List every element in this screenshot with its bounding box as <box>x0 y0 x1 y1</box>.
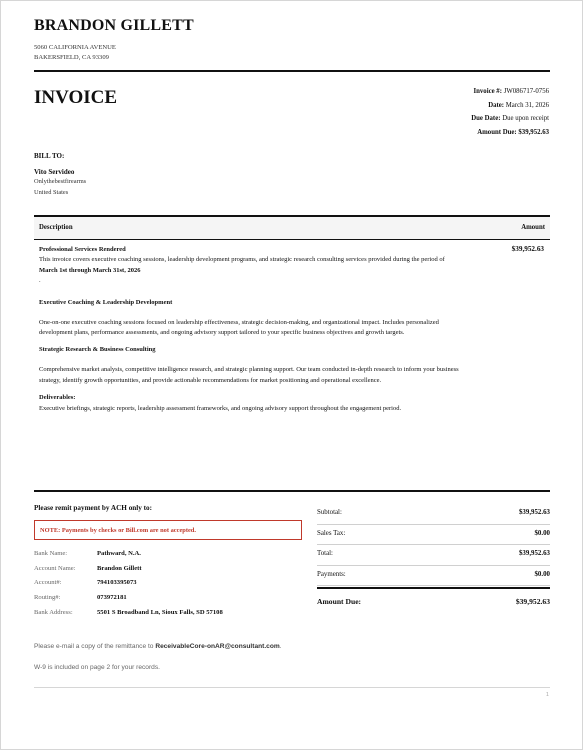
section-deliverables-text: Executive briefings, strategic reports, leadership assessment frameworks, and ongoing advisory support throughout the engagement period. <box>39 405 402 413</box>
section-deliverables-title: Deliverables: <box>39 394 76 402</box>
payments-value: $0.00 <box>534 570 550 578</box>
remittance-email-suffix: . <box>279 643 282 650</box>
amount-due-label: Amount Due: <box>477 128 517 136</box>
bank-name-label: Bank Name: <box>34 550 68 557</box>
invoice-meta <box>471 85 549 139</box>
invoice-number-label: Invoice #: <box>473 88 502 95</box>
bank-name-row <box>34 550 223 565</box>
account-number-label: Account#: <box>34 579 62 587</box>
section-research-text: Comprehensive market analysis, competitive intelligence research, and strategic planning support. Our team conducted in-depth research to inform your business strategy, identify growth opportunities, and provide actionable recommendations for market positioning and operational excellence. <box>39 366 459 384</box>
bank-address-row <box>34 609 223 624</box>
total-row <box>317 545 550 566</box>
line-item-amount: $39,952.63 <box>511 245 544 253</box>
remittance-email-address[interactable]: ReceivableCore-onAR@consultant.com <box>155 643 280 650</box>
w9-note: W-9 is included on page 2 for your records. <box>34 664 160 671</box>
invoice-date-value: March 31, 2026 <box>505 101 549 109</box>
due-date-label: Due Date: <box>471 115 501 123</box>
sales-tax-value: $0.00 <box>534 529 550 537</box>
amount-due-total-label: Amount Due: <box>317 597 362 606</box>
bill-to-block <box>34 151 86 198</box>
line-item-period: March 1st through March 31st, 2026 <box>39 266 141 274</box>
section-coaching-text: One-on-one executive coaching sessions focused on leadership effectiveness, strategic decision-making, and organizational impact. Includes personalized development plans, performance assessments, and ongoing advisory support tailored to your specific business objectives and growth targets. <box>39 319 439 337</box>
subtotal-row <box>317 504 550 525</box>
page-number: 1 <box>545 692 549 698</box>
table-header <box>34 215 550 240</box>
bank-address-value: 5501 S Broadband Ln, Sioux Falls, SD 57108 <box>97 608 223 616</box>
bank-details <box>34 550 223 623</box>
footer-divider <box>34 687 550 688</box>
sales-tax-label: Sales Tax: <box>317 529 346 537</box>
bank-address-label: Bank Address: <box>34 608 73 616</box>
amount-due-total-row <box>317 587 550 613</box>
section-coaching-title: Executive Coaching & Leadership Development <box>39 298 173 306</box>
amount-due-total-value: $39,952.63 <box>515 597 550 606</box>
total-label: Total: <box>317 550 333 557</box>
line-item-title: Professional Services Rendered <box>39 246 126 253</box>
routing-number-value: 073972181 <box>97 594 127 602</box>
account-name-value: Brandon Gillett <box>97 564 142 572</box>
bank-name-value: Pathward, N.A. <box>97 550 141 557</box>
line-item-description <box>39 245 471 415</box>
payments-row <box>317 566 550 587</box>
account-number-value: 794103395073 <box>97 579 137 587</box>
invoice-number-row <box>471 85 549 99</box>
subtotal-value: $39,952.63 <box>518 509 550 516</box>
section-research-title: Strategic Research & Business Consulting <box>39 345 156 353</box>
account-name-label: Account Name: <box>34 564 76 572</box>
subtotal-label: Subtotal: <box>317 509 342 516</box>
due-date-value: Due upon receipt <box>502 115 549 123</box>
company-name: BRANDON GILLETT <box>34 17 194 34</box>
due-date-row <box>471 112 549 126</box>
header-divider <box>34 70 550 72</box>
sales-tax-row <box>317 525 550 546</box>
bill-to-label: BILL TO: <box>34 152 65 160</box>
bill-to-name: Vito Servideo <box>34 167 75 176</box>
invoice-date-label: Date: <box>488 101 505 109</box>
company-address-line2: BAKERSFIELD, CA 93309 <box>34 53 109 61</box>
account-number-row <box>34 579 223 594</box>
invoice-date-row <box>471 99 549 113</box>
payment-note: NOTE: Payments by checks or Bill.com are not accepted. <box>34 520 302 540</box>
total-value: $39,952.63 <box>518 550 550 557</box>
remit-heading: Please remit payment by ACH only to: <box>34 504 153 512</box>
amount-due-row <box>471 126 549 140</box>
bill-to-country: United States <box>34 188 69 196</box>
amount-due-value: $39,952.63 <box>518 128 549 136</box>
remittance-email-note <box>34 643 282 650</box>
routing-number-label: Routing#: <box>34 594 61 602</box>
bill-to-company: Onlythebestfirearms <box>34 178 87 185</box>
invoice-title: INVOICE <box>34 87 118 108</box>
company-address-line1: 5060 CALIFORNIA AVENUE <box>34 44 116 51</box>
routing-number-row <box>34 594 223 609</box>
account-name-row <box>34 565 223 580</box>
totals-block <box>317 504 550 613</box>
company-address <box>34 43 116 62</box>
invoice-number-value: JW086717-0756 <box>503 88 549 95</box>
line-item-dot: . <box>39 277 41 285</box>
description-column-header: Description <box>39 224 73 231</box>
items-bottom-divider <box>34 490 550 492</box>
amount-column-header: Amount <box>521 224 545 231</box>
line-item-intro: This invoice covers executive coaching sessions, leadership development programs, and strategic research consulting services provided during the period of <box>39 256 445 264</box>
payments-label: Payments: <box>317 570 346 578</box>
remittance-email-prefix: Please e-mail a copy of the remittance to <box>34 643 156 650</box>
